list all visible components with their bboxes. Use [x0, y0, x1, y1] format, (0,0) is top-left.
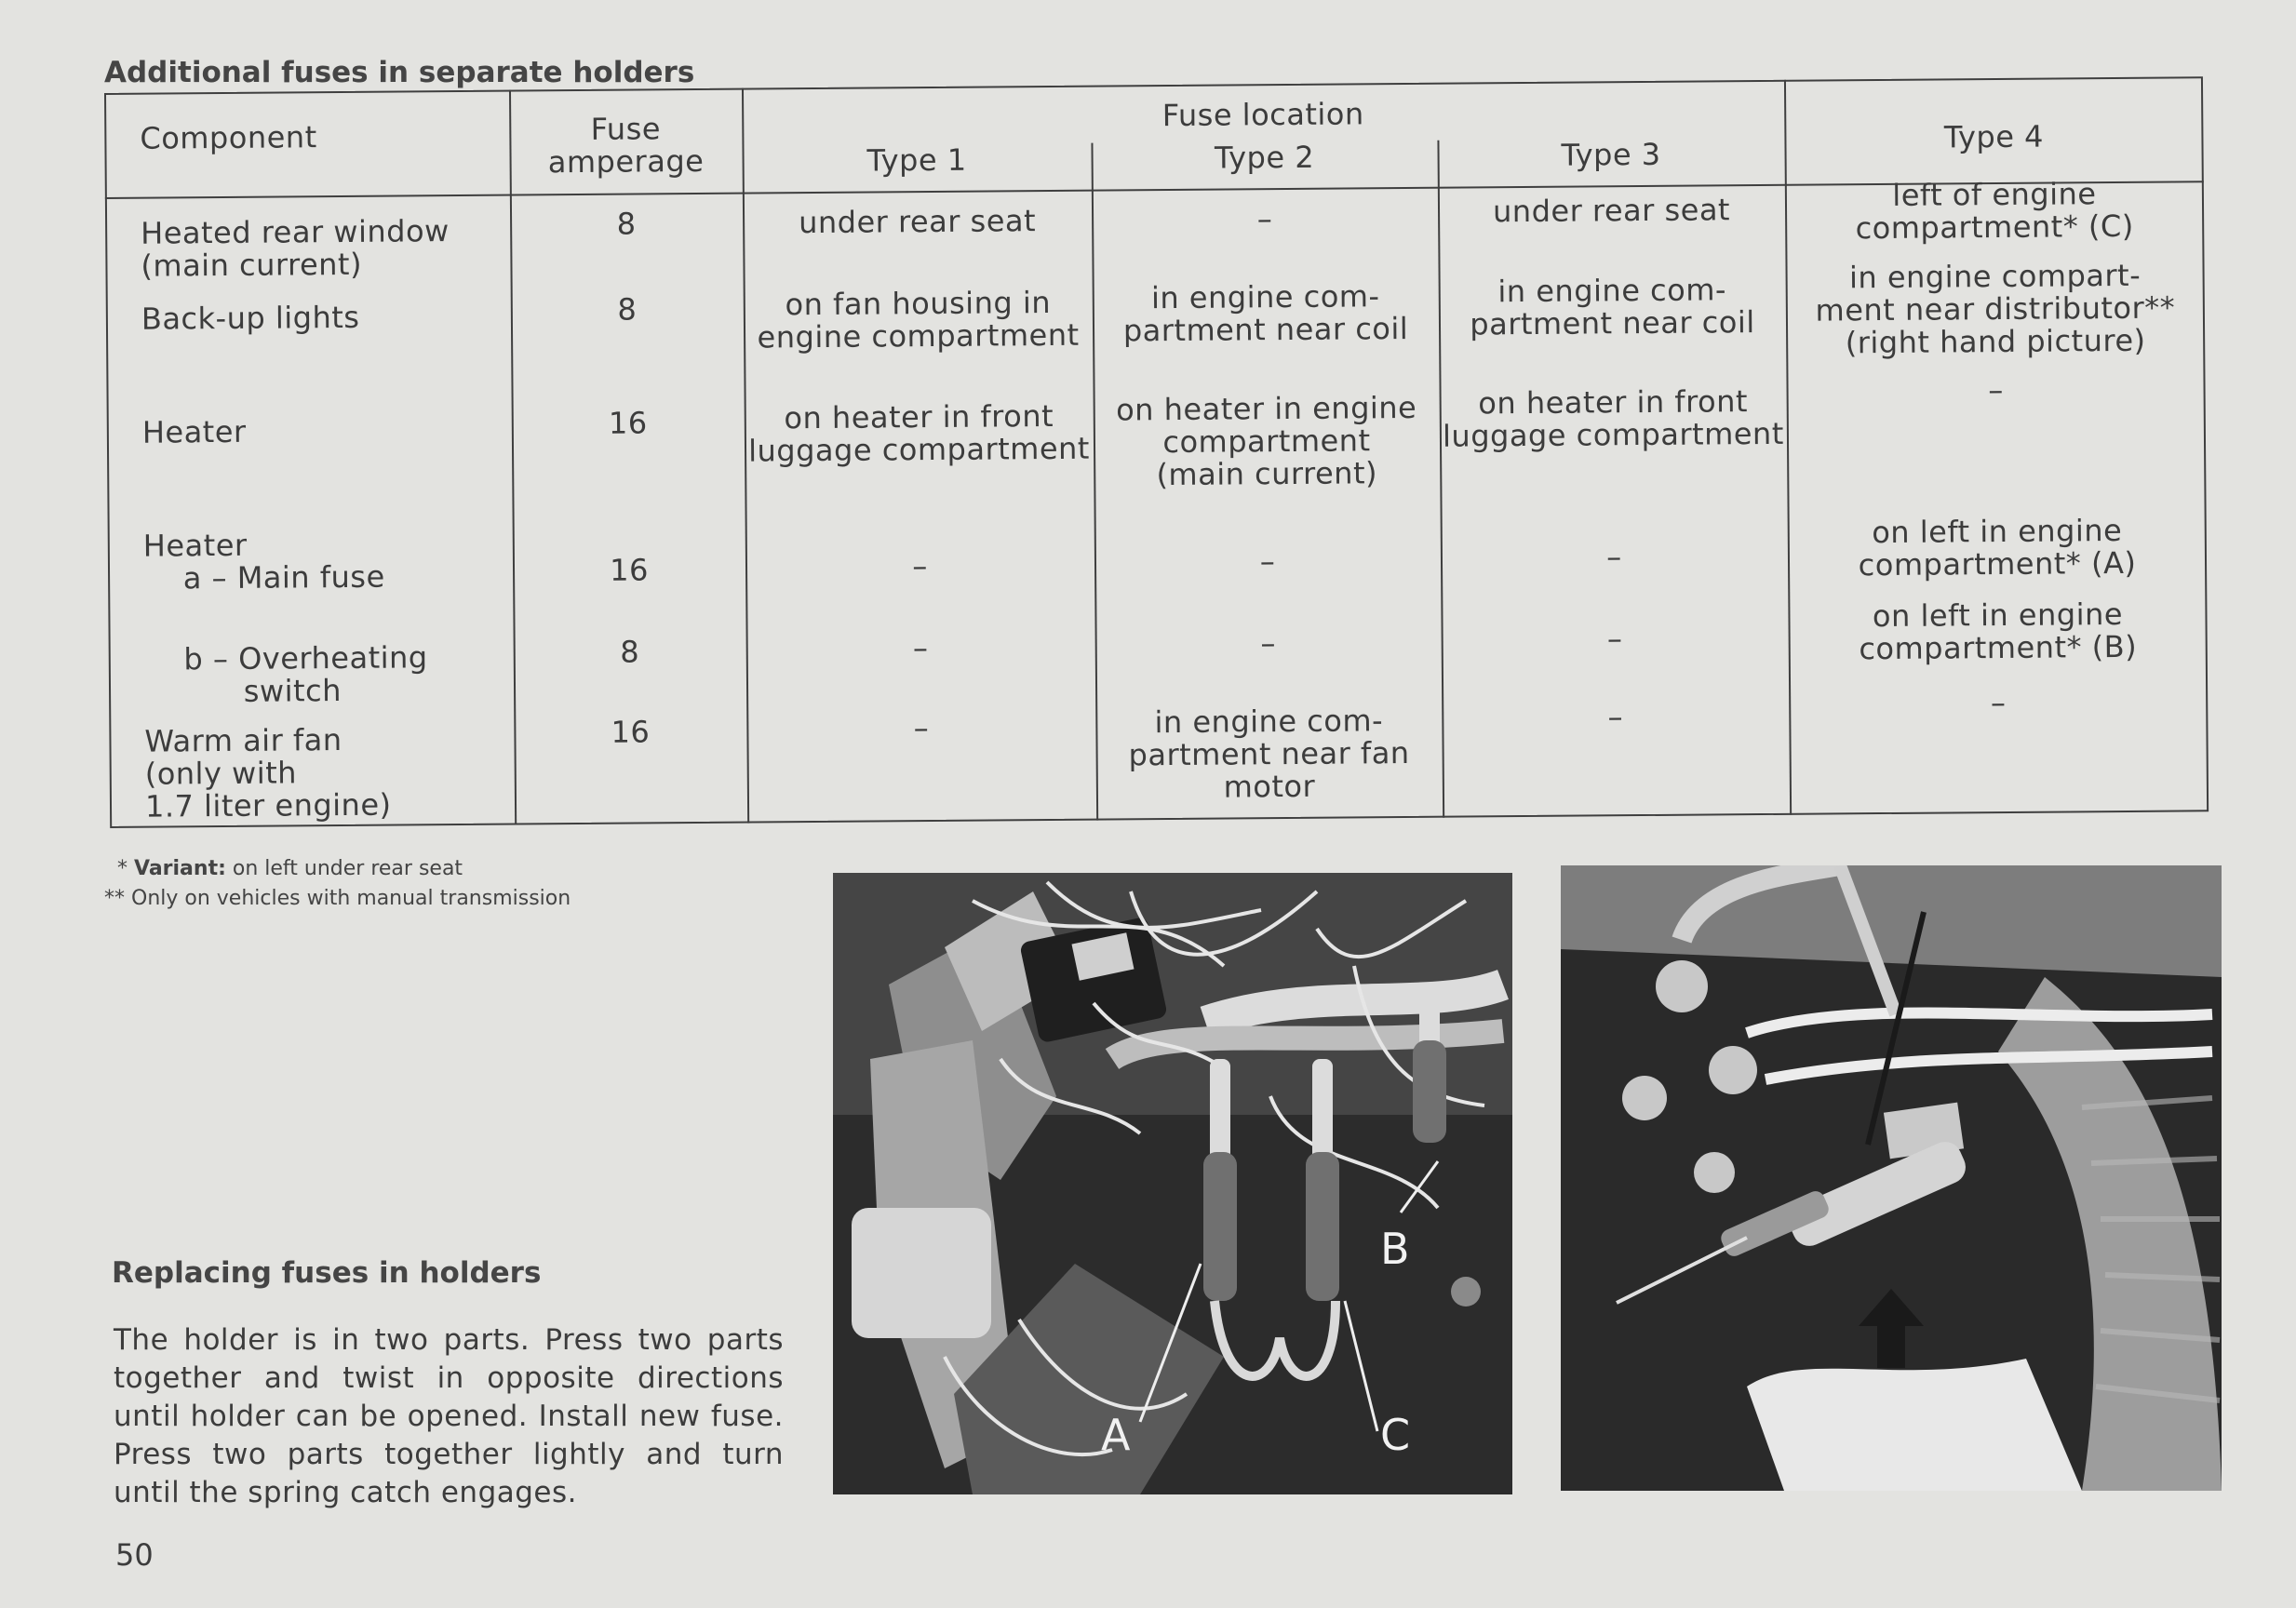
row5-type4: –: [1990, 684, 2007, 721]
row1-amperage: 8: [617, 291, 638, 328]
row0-component: Heated rear window (main current): [141, 213, 450, 284]
row2-type2: on heater in engine compartment (main current): [1115, 389, 1417, 493]
row5-type1: –: [913, 710, 930, 746]
row2-type3: on heater in front luggage compartment: [1442, 383, 1784, 454]
header-fuse-amperage: Fuse amperage: [547, 111, 705, 181]
row3-type1: –: [912, 548, 928, 584]
row5-type2: in engine com- partment near fan motor: [1128, 703, 1410, 805]
row0-type3: under rear seat: [1492, 192, 1731, 230]
row1-type4: in engine compart- ment near distributor** (right hand picture): [1815, 257, 2176, 361]
engine-photo-right: [1561, 865, 2222, 1491]
row2-amperage: 16: [608, 405, 648, 441]
header-type2: Type 2: [1214, 139, 1315, 176]
row0-type4: left of engine compartment* (C): [1855, 176, 2134, 247]
footnote-manual-mark: **: [104, 887, 125, 910]
header-type4: Type 4: [1943, 118, 2045, 155]
row3-type4: on left in engine compartment* (A): [1858, 512, 2137, 583]
footnote-variant-mark: *: [117, 857, 128, 880]
header-component: Component: [140, 119, 317, 156]
header-fuse-location: Fuse location: [1161, 96, 1364, 134]
row0-type1: under rear seat: [798, 203, 1037, 241]
page-number: 50: [115, 1537, 154, 1573]
row1-type3: in engine com- partment near coil: [1470, 272, 1755, 342]
footnote-variant-label: Variant:: [134, 857, 226, 880]
engine-photo-left-image: [833, 873, 1512, 1494]
row5-component: Warm air fan (only with 1.7 liter engine): [144, 722, 392, 824]
row0-type2: –: [1256, 201, 1273, 237]
row3-type2: –: [1259, 543, 1276, 580]
engine-photo-left: [833, 873, 1512, 1494]
row4-type1: –: [912, 630, 929, 666]
row2-component: Heater: [141, 413, 247, 450]
footnotes: [104, 854, 571, 914]
row2-type4: –: [1988, 371, 2004, 409]
row5-amperage: 16: [611, 714, 651, 750]
header-type1: Type 1: [866, 141, 967, 179]
row4-type2: –: [1260, 625, 1277, 662]
row1-component: Back-up lights: [141, 299, 360, 337]
engine-photo-right-image: [1561, 865, 2222, 1491]
row4-type4: on left in engine compartment* (B): [1859, 596, 2138, 667]
row3-component: Heater a – Main fuse: [142, 527, 385, 596]
header-type3: Type 3: [1561, 136, 1661, 173]
row0-amperage: 8: [616, 206, 637, 242]
row3-type3: –: [1606, 539, 1622, 575]
row4-type3: –: [1606, 621, 1623, 657]
photo-label-c: C: [1380, 1410, 1411, 1460]
replacing-body: The holder is in two parts. Press two parts together and twist in opposite directions until holder can be opened. Install new fuse. Press two parts together lightly and turn until the spring catch engages.: [114, 1323, 784, 1509]
row5-type3: –: [1607, 699, 1624, 735]
row1-type2: in engine com- partment near coil: [1122, 278, 1409, 349]
row1-type1: on fan housing in engine compartment: [757, 285, 1080, 355]
footnote-variant-text: on left under rear seat: [232, 857, 463, 880]
fuse-table: [104, 76, 2209, 828]
row4-amperage: 8: [620, 634, 640, 670]
row4-component: b – Overheating switch: [143, 639, 428, 710]
footnote-manual-text: Only on vehicles with manual transmission: [131, 887, 571, 910]
replacing-title: Replacing fuses in holders: [112, 1256, 542, 1290]
row2-type1: on heater in front luggage compartment: [748, 397, 1091, 469]
footnote-manual: [104, 884, 571, 914]
photo-label-a: A: [1101, 1410, 1131, 1460]
photo-label-b: B: [1380, 1224, 1410, 1274]
footnote-variant: [104, 854, 571, 884]
section-title: Additional fuses in separate holders: [104, 56, 695, 89]
row3-amperage: 16: [610, 552, 650, 588]
